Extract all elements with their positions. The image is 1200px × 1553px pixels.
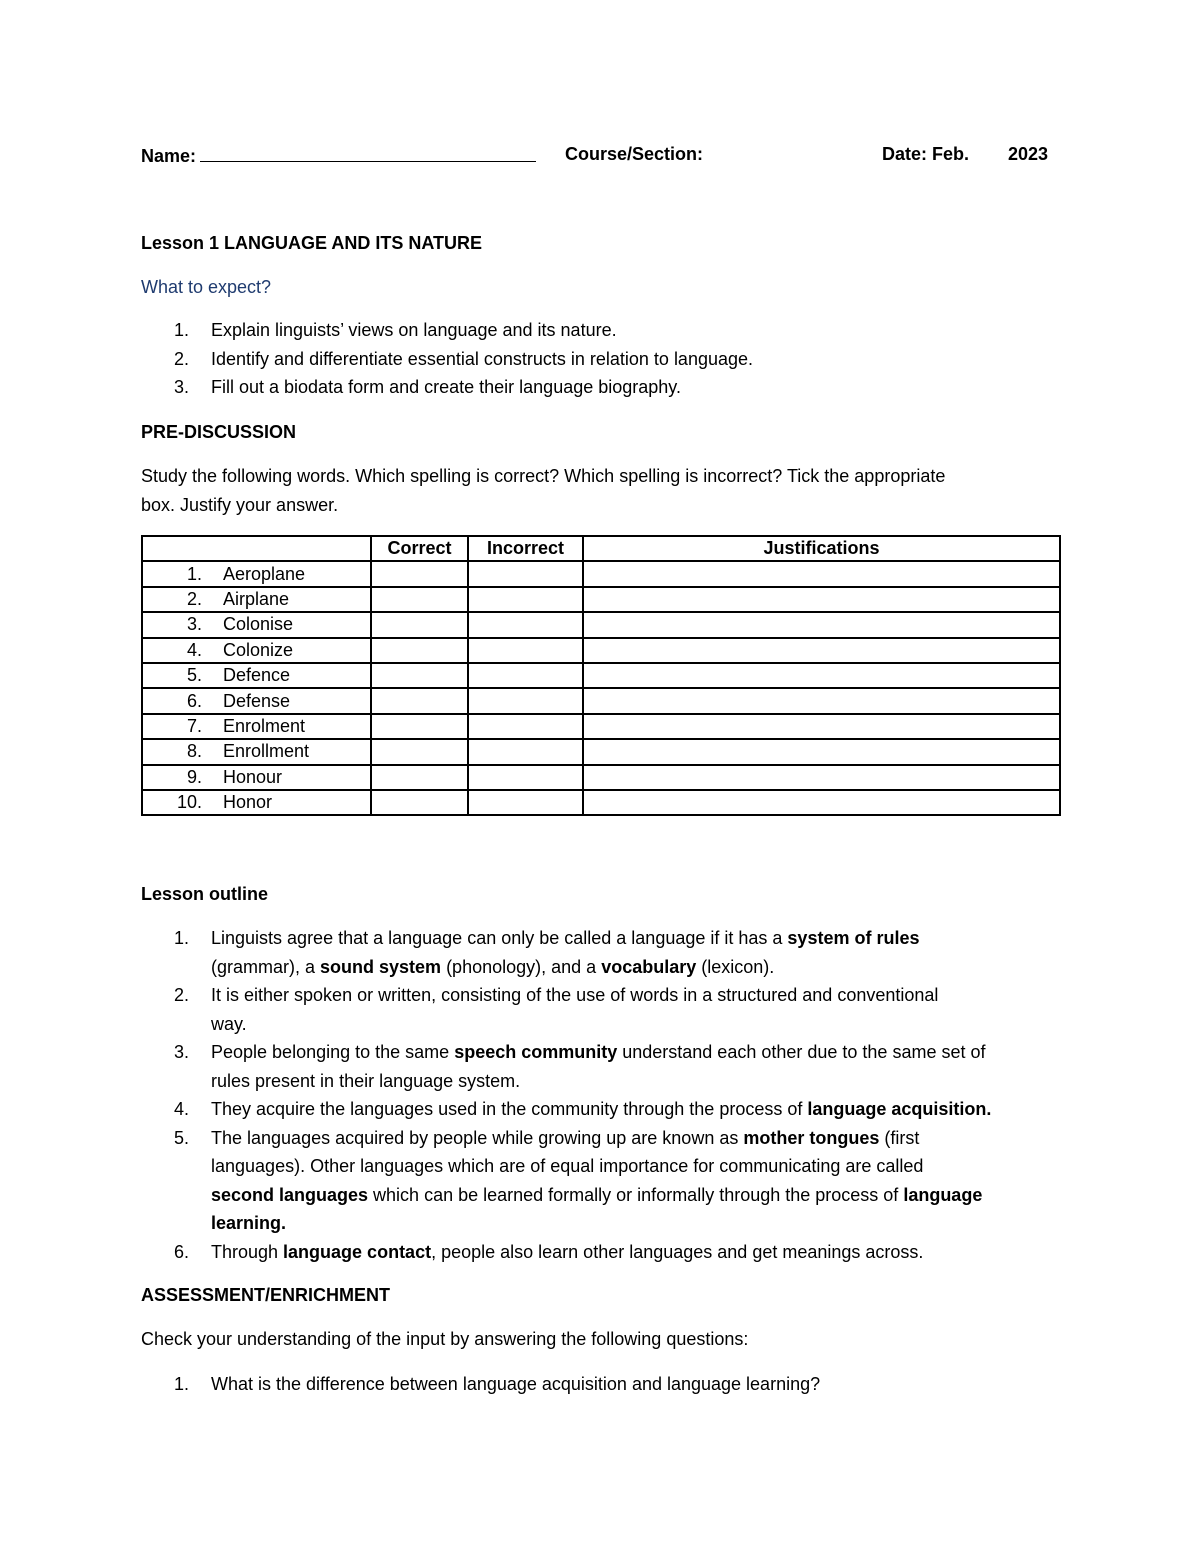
correct-checkbox-cell[interactable] bbox=[371, 612, 468, 637]
table-row bbox=[142, 714, 1060, 739]
name-label: Name: bbox=[141, 146, 197, 166]
incorrect-checkbox-cell[interactable] bbox=[468, 561, 583, 586]
word-cell: 1. Aeroplane bbox=[142, 561, 371, 586]
justification-cell[interactable] bbox=[583, 714, 1060, 739]
prediscussion-instructions-line1: Study the following words. Which spelling is correct? Which spelling is incorrect? Tick the appropriate bbox=[141, 466, 946, 486]
table-row bbox=[142, 765, 1060, 790]
correct-checkbox-cell[interactable] bbox=[371, 638, 468, 663]
word-cell: 10. Honor bbox=[142, 790, 371, 815]
justification-cell[interactable] bbox=[583, 587, 1060, 612]
justification-cell[interactable] bbox=[583, 612, 1060, 637]
word-cell: 2. Airplane bbox=[142, 587, 371, 612]
table-row bbox=[142, 663, 1060, 688]
course-section-label: Course/Section: bbox=[565, 144, 704, 164]
incorrect-checkbox-cell[interactable] bbox=[468, 688, 583, 713]
word-cell: 8. Enrollment bbox=[142, 739, 371, 764]
correct-checkbox-cell[interactable] bbox=[371, 714, 468, 739]
word-cell: 4. Colonize bbox=[142, 638, 371, 663]
name-blank-line bbox=[200, 143, 536, 162]
correct-checkbox-cell[interactable] bbox=[371, 688, 468, 713]
incorrect-checkbox-cell[interactable] bbox=[468, 612, 583, 637]
correct-checkbox-cell[interactable] bbox=[371, 663, 468, 688]
justification-cell[interactable] bbox=[583, 790, 1060, 815]
correct-checkbox-cell[interactable] bbox=[371, 790, 468, 815]
incorrect-checkbox-cell[interactable] bbox=[468, 765, 583, 790]
list-item: 3. People belonging to the same speech community understand each other due to the same set of rules present in their language system. bbox=[174, 1042, 986, 1091]
list-item: 2. Identify and differentiate essential constructs in relation to language. bbox=[174, 348, 754, 369]
table-row bbox=[142, 790, 1060, 815]
word-cell: 3. Colonise bbox=[142, 612, 371, 637]
table-row bbox=[142, 638, 1060, 663]
outline-heading: Lesson outline bbox=[141, 884, 269, 904]
correct-checkbox-cell[interactable] bbox=[371, 739, 468, 764]
prediscussion-heading: PRE-DISCUSSION bbox=[141, 422, 297, 442]
header-cell-justifications: Justifications bbox=[583, 536, 1060, 561]
justification-cell[interactable] bbox=[583, 765, 1060, 790]
table-row bbox=[142, 587, 1060, 612]
table-row bbox=[142, 739, 1060, 764]
justification-cell[interactable] bbox=[583, 663, 1060, 688]
assessment-heading: ASSESSMENT/ENRICHMENT bbox=[141, 1285, 391, 1305]
expect-heading: What to expect? bbox=[141, 277, 272, 297]
list-item: 3. Fill out a biodata form and create their language biography. bbox=[174, 377, 681, 397]
incorrect-checkbox-cell[interactable] bbox=[468, 638, 583, 663]
date-year: 2023 bbox=[1008, 144, 1049, 164]
assessment-questions bbox=[141, 1370, 1071, 1399]
header-cell-word bbox=[142, 536, 371, 561]
justification-cell[interactable] bbox=[583, 739, 1060, 764]
lesson-title: Lesson 1 LANGUAGE AND ITS NATURE bbox=[141, 233, 483, 253]
list-item: 1. What is the difference between language acquisition and language learning? bbox=[174, 1374, 821, 1394]
name-field bbox=[141, 143, 536, 167]
incorrect-checkbox-cell[interactable] bbox=[468, 739, 583, 764]
justification-cell[interactable] bbox=[583, 688, 1060, 713]
table-row bbox=[142, 612, 1060, 637]
outline-list bbox=[141, 924, 1071, 1266]
incorrect-checkbox-cell[interactable] bbox=[468, 790, 583, 815]
correct-checkbox-cell[interactable] bbox=[371, 587, 468, 612]
word-cell: 9. Honour bbox=[142, 765, 371, 790]
list-item: 1. Linguists agree that a language can only be called a language if it has a system of rules (grammar), a sound system (phonology), and a vocabulary (lexicon). bbox=[174, 928, 920, 977]
justification-cell[interactable] bbox=[583, 638, 1060, 663]
list-item: 2. It is either spoken or written, consisting of the use of words in a structured and conventional way. bbox=[174, 985, 939, 1034]
list-item: 4. They acquire the languages used in the community through the process of language acquisition. bbox=[174, 1099, 992, 1119]
correct-checkbox-cell[interactable] bbox=[371, 561, 468, 586]
justification-cell[interactable] bbox=[583, 561, 1060, 586]
incorrect-checkbox-cell[interactable] bbox=[468, 714, 583, 739]
list-item: 6. Through language contact, people also learn other languages and get meanings across. bbox=[174, 1241, 924, 1262]
word-cell: 7. Enrolment bbox=[142, 714, 371, 739]
assessment-instructions: Check your understanding of the input by answering the following questions: bbox=[141, 1329, 749, 1349]
word-cell: 5. Defence bbox=[142, 663, 371, 688]
incorrect-checkbox-cell[interactable] bbox=[468, 663, 583, 688]
incorrect-checkbox-cell[interactable] bbox=[468, 587, 583, 612]
list-item: 5. The languages acquired by people while growing up are known as mother tongues (first languages). Other languages which are of equal importance for communicating are called second languages which can be learned formally or informally through the process of language learning. bbox=[174, 1127, 983, 1233]
table-row bbox=[142, 688, 1060, 713]
correct-checkbox-cell[interactable] bbox=[371, 765, 468, 790]
table-header-row bbox=[142, 536, 1060, 561]
spelling-table bbox=[141, 535, 1061, 816]
header-cell-correct: Correct bbox=[371, 536, 468, 561]
header-cell-incorrect: Incorrect bbox=[468, 536, 583, 561]
date-label: Date: Feb. bbox=[882, 144, 970, 164]
prediscussion-instructions-line2: box. Justify your answer. bbox=[141, 495, 339, 515]
list-item: 1. Explain linguists’ views on language and its nature. bbox=[174, 320, 617, 340]
expect-list bbox=[141, 316, 1061, 402]
table-row bbox=[142, 561, 1060, 586]
word-cell: 6. Defense bbox=[142, 688, 371, 713]
